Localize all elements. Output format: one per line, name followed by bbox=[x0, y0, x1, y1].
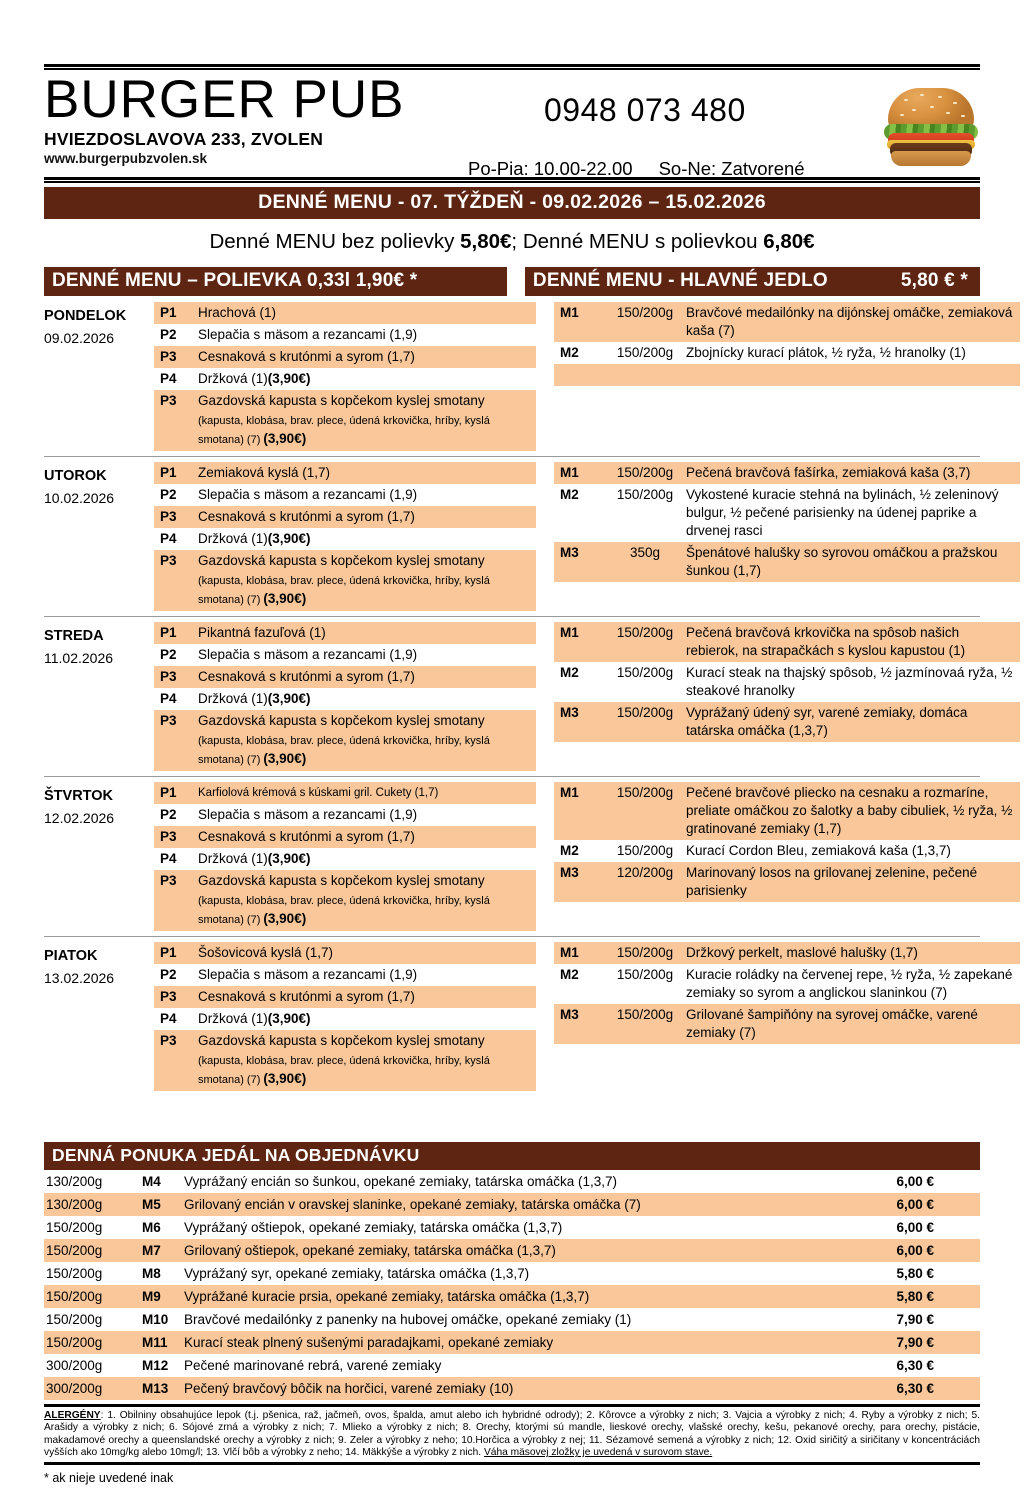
soup-code: P1 bbox=[160, 305, 177, 320]
soup-price: (3,90€) bbox=[263, 591, 307, 606]
opening-hours bbox=[468, 158, 805, 180]
soup-text: Gazdovská kapusta s kopčekom kyslej smotany bbox=[198, 873, 485, 888]
soup-description bbox=[198, 872, 532, 929]
order-price: 7,90 € bbox=[896, 1312, 934, 1327]
soup-description bbox=[198, 784, 438, 802]
main-dish-row[interactable] bbox=[554, 942, 1020, 964]
soup-row[interactable] bbox=[154, 644, 536, 666]
allergen-body: : 1. Obilniny obsahujúce lepok (t.j. pšenica, raž, jačmeň, ovos, špalda, amut alebo ich hybridné odrody); 2. Kôrovce a výrobky z nich; 3. Vajcia a výrobky z nich; 4. Ryby a výrobky z nich; 5. Arašidy a výrobky z nich; 6. Sójové zrná a výrobky z nich; 7. Mlieko a výrobky z nich; 8. Orechy, ktorými sú mandle, lieskové orechy, vlašské orechy, kešu, pekanové orechy, para orechy, pistácie, makadamové orechy a queenslandské orechy a výrobky z nich; 9. Zeler a výrobky z neho; 10.Horčica a výrobky z nej; 11. Sézamové semená a výrobky z nich; 12. Oxid siričitý a siričitany v koncentráciách vyšších ako 10mg/kg alebo 10mg/l; 13. Vlčí bôb a výrobky z neho; 14. Mäkkýše a výrobky z nich. bbox=[44, 1410, 980, 1459]
main-dish-code: M3 bbox=[560, 545, 579, 560]
soup-column bbox=[154, 462, 536, 611]
soup-code: P3 bbox=[160, 393, 177, 408]
order-code: M5 bbox=[142, 1197, 161, 1212]
soup-column bbox=[154, 782, 536, 931]
order-row[interactable] bbox=[44, 1193, 980, 1216]
address-line: HVIEZDOSLAVOVA 233, ZVOLEN bbox=[44, 129, 324, 149]
soup-description bbox=[198, 624, 326, 642]
soup-price: (3,90€) bbox=[263, 911, 307, 926]
main-dish-description: Kurací Cordon Bleu, zemiaková kaša (1,3,7) bbox=[686, 843, 951, 858]
order-description: Vyprážaný encián so šunkou, opekané zemiaky, tatárska omáčka (1,3,7) bbox=[184, 1174, 617, 1189]
day-name: PIATOK bbox=[44, 948, 98, 964]
soup-description bbox=[198, 508, 415, 526]
order-weight: 130/200g bbox=[46, 1197, 103, 1212]
main-dish-code: M1 bbox=[560, 785, 579, 800]
order-description: Grilovaný oštiepok, opekané zemiaky, tatárska omáčka (1,3,7) bbox=[184, 1243, 556, 1258]
order-weight: 150/200g bbox=[46, 1312, 103, 1327]
order-row[interactable] bbox=[44, 1216, 980, 1239]
soup-row[interactable] bbox=[154, 666, 536, 688]
main-dish-column bbox=[554, 462, 1020, 611]
order-code: M6 bbox=[142, 1220, 161, 1235]
soup-row[interactable] bbox=[154, 506, 536, 528]
soup-code: P2 bbox=[160, 967, 177, 982]
order-weight: 300/200g bbox=[46, 1381, 103, 1396]
soup-code: P1 bbox=[160, 945, 177, 960]
soup-description bbox=[198, 712, 532, 769]
main-dish-row[interactable] bbox=[554, 662, 1020, 702]
main-dish-row[interactable] bbox=[554, 542, 1020, 582]
order-section bbox=[44, 1142, 980, 1400]
soup-text: Gazdovská kapusta s kopčekom kyslej smotany bbox=[198, 1033, 485, 1048]
main-dish-description: Kurací steak na thajský spôsob, ½ jazmínovaá ryža, ½ steakové hranolky bbox=[686, 665, 1013, 698]
main-dish-code: M2 bbox=[560, 345, 579, 360]
soup-price: (3,90€) bbox=[267, 531, 311, 546]
main-dish-code: M3 bbox=[560, 705, 579, 720]
day-name: UTOROK bbox=[44, 468, 107, 484]
order-price: 6,00 € bbox=[896, 1220, 934, 1235]
main-column-price: 5,80 € * bbox=[900, 270, 968, 291]
day-block bbox=[44, 302, 1013, 457]
soup-text: Gazdovská kapusta s kopčekom kyslej smotany bbox=[198, 393, 485, 408]
day-date: 13.02.2026 bbox=[44, 970, 115, 986]
soup-text: Karfiolová krémová s kúskami gril. Cukety (1,7) bbox=[198, 787, 439, 799]
order-description: Vyprážaný oštiepok, opekané zemiaky, tatárska omáčka (1,3,7) bbox=[184, 1220, 563, 1235]
main-dish-weight: 150/200g bbox=[616, 665, 674, 680]
main-dish-row[interactable] bbox=[554, 782, 1020, 840]
main-dish-row[interactable] bbox=[554, 862, 1020, 902]
soup-row[interactable] bbox=[154, 324, 536, 346]
main-dish-code: M1 bbox=[560, 305, 579, 320]
soup-code: P3 bbox=[160, 713, 177, 728]
soup-description bbox=[198, 304, 276, 322]
allergen-text bbox=[44, 1407, 980, 1460]
allergen-label: ALERGÉNY bbox=[44, 1410, 101, 1421]
day-block bbox=[44, 782, 1013, 937]
day-label-column bbox=[44, 622, 136, 771]
day-date: 12.02.2026 bbox=[44, 810, 115, 826]
soup-description bbox=[198, 850, 311, 868]
order-row[interactable] bbox=[44, 1285, 980, 1308]
soup-text: Držková (1) bbox=[198, 1011, 268, 1026]
order-weight: 150/200g bbox=[46, 1266, 103, 1281]
order-price: 6,00 € bbox=[896, 1197, 934, 1212]
soup-description bbox=[198, 348, 415, 366]
day-block bbox=[44, 942, 1013, 1096]
soup-description bbox=[198, 552, 532, 609]
soup-text: Držková (1) bbox=[198, 691, 268, 706]
soup-row[interactable] bbox=[154, 804, 536, 826]
soup-price: (3,90€) bbox=[267, 691, 311, 706]
main-dish-weight: 150/200g bbox=[616, 305, 674, 320]
main-dish-code: M2 bbox=[560, 843, 579, 858]
main-dish-code: M1 bbox=[560, 625, 579, 640]
day-label-column bbox=[44, 462, 136, 611]
soup-code: P3 bbox=[160, 829, 177, 844]
order-row[interactable] bbox=[44, 1170, 980, 1193]
order-weight: 150/200g bbox=[46, 1220, 103, 1235]
order-code: M13 bbox=[142, 1381, 169, 1396]
main-dish-column bbox=[554, 942, 1020, 1091]
main-dish-description: Zbojnícky kurací plátok, ½ ryža, ½ hranolky (1) bbox=[686, 345, 966, 360]
soup-text: Cesnaková s krutónmi a syrom (1,7) bbox=[198, 829, 415, 844]
order-weight: 150/200g bbox=[46, 1335, 103, 1350]
order-code: M4 bbox=[142, 1174, 161, 1189]
main-dish-description: Vyprážaný údený syr, varené zemiaky, domáca tatárska omáčka (1,3,7) bbox=[686, 705, 968, 738]
main-dish-weight: 150/200g bbox=[616, 1007, 674, 1022]
day-name: ŠTVRTOK bbox=[44, 788, 114, 804]
price-no-soup: 5,80€ bbox=[460, 230, 512, 253]
order-row[interactable] bbox=[44, 1354, 980, 1377]
day-date: 10.02.2026 bbox=[44, 490, 115, 506]
day-label-column bbox=[44, 302, 136, 451]
soup-description bbox=[198, 988, 415, 1006]
soup-text: Držková (1) bbox=[198, 851, 268, 866]
main-dish-row[interactable] bbox=[554, 622, 1020, 662]
soup-code: P2 bbox=[160, 327, 177, 342]
order-price: 5,80 € bbox=[896, 1289, 934, 1304]
burger-photo bbox=[882, 88, 980, 166]
hours-weekend: So-Ne: Zatvorené bbox=[658, 158, 805, 179]
soup-row[interactable] bbox=[154, 782, 536, 804]
soup-text: Slepačia s mäsom a rezancami (1,9) bbox=[198, 647, 418, 662]
soup-text: Gazdovská kapusta s kopčekom kyslej smotany bbox=[198, 553, 485, 568]
order-code: M8 bbox=[142, 1266, 161, 1281]
soup-description bbox=[198, 690, 311, 708]
soup-description bbox=[198, 326, 417, 344]
soup-ingredients: (kapusta, klobása, brav. plece, údená krkovička, hríby, kyslá smotana) (7) bbox=[198, 1055, 490, 1086]
order-price: 6,00 € bbox=[896, 1174, 934, 1189]
soup-text: Pikantná fazuľová (1) bbox=[198, 625, 326, 640]
main-dish-weight: 350g bbox=[629, 545, 661, 560]
soup-description bbox=[198, 1010, 311, 1028]
soup-description bbox=[198, 668, 415, 686]
order-description: Vyprážané kuracie prsia, opekané zemiaky, tatárska omáčka (1,3,7) bbox=[184, 1289, 590, 1304]
soup-text: Slepačia s mäsom a rezancami (1,9) bbox=[198, 807, 418, 822]
soup-row[interactable] bbox=[154, 484, 536, 506]
soup-row[interactable] bbox=[154, 302, 536, 324]
soup-text: Držková (1) bbox=[198, 371, 268, 386]
soup-row[interactable] bbox=[154, 622, 536, 644]
brand-title: BURGER PUB bbox=[44, 70, 405, 129]
soup-description bbox=[198, 486, 417, 504]
order-description: Bravčové medailónky z panenky na hubovej omáčke, opekané zemiaky (1) bbox=[184, 1312, 632, 1327]
soup-column-title: DENNÉ MENU – POLIEVKA 0,33l 1,90€ * bbox=[52, 270, 418, 291]
soup-text: Cesnaková s krutónmi a syrom (1,7) bbox=[198, 349, 415, 364]
main-dish-description: Pečená bravčová fašírka, zemiaková kaša (3,7) bbox=[686, 465, 971, 480]
soup-text: Slepačia s mäsom a rezancami (1,9) bbox=[198, 487, 418, 502]
main-dish-row[interactable] bbox=[554, 1004, 1020, 1044]
order-weight: 300/200g bbox=[46, 1358, 103, 1373]
soup-row[interactable] bbox=[154, 848, 536, 870]
soup-row[interactable] bbox=[154, 368, 536, 390]
soup-price: (3,90€) bbox=[263, 751, 307, 766]
soup-price: (3,90€) bbox=[263, 1071, 307, 1086]
soup-description bbox=[198, 944, 333, 962]
soup-price: (3,90€) bbox=[267, 1011, 311, 1026]
main-dish-description: Pečená bravčová krkovička na spôsob našich rebierok, na strapačkách s kyslou kapustou (1) bbox=[686, 625, 966, 658]
order-price: 6,30 € bbox=[896, 1358, 934, 1373]
order-price: 6,30 € bbox=[896, 1381, 934, 1396]
main-dish-column bbox=[554, 782, 1020, 931]
main-dish-code: M2 bbox=[560, 967, 579, 982]
soup-code: P3 bbox=[160, 553, 177, 568]
order-description: Vyprážaný syr, opekané zemiaky, tatárska omáčka (1,3,7) bbox=[184, 1266, 530, 1281]
order-price: 5,80 € bbox=[896, 1266, 934, 1281]
day-date: 11.02.2026 bbox=[44, 650, 114, 666]
main-dish-weight: 150/200g bbox=[616, 345, 674, 360]
main-dish-filler bbox=[554, 364, 1020, 386]
soup-text: Cesnaková s krutónmi a syrom (1,7) bbox=[198, 509, 415, 524]
main-dish-code: M3 bbox=[560, 865, 579, 880]
day-name: STREDA bbox=[44, 628, 104, 644]
soup-row[interactable] bbox=[154, 1008, 536, 1030]
main-dish-description: Pečené bravčové pliecko na cesnaku a rozmaríne, preliate omáčkou zo šalotky a baby cibuliek, ½ ryža, ½ gratinované zemiaky (1,7) bbox=[686, 785, 1013, 836]
day-blocks bbox=[44, 302, 1013, 1096]
main-dish-code: M2 bbox=[560, 487, 579, 502]
soup-description bbox=[198, 370, 311, 388]
main-dish-code: M1 bbox=[560, 465, 579, 480]
main-dish-weight: 150/200g bbox=[616, 945, 674, 960]
soup-code: P1 bbox=[160, 625, 177, 640]
soup-column bbox=[154, 942, 536, 1091]
soup-description bbox=[198, 530, 311, 548]
main-dish-row[interactable] bbox=[554, 964, 1020, 1004]
soup-code: P2 bbox=[160, 487, 177, 502]
main-dish-code: M3 bbox=[560, 1007, 579, 1022]
soup-code: P1 bbox=[160, 465, 177, 480]
main-dish-description: Bravčové medailónky na dijónskej omáčke, zemiaková kaša (7) bbox=[686, 305, 1013, 338]
main-column-title: DENNÉ MENU - HLAVNÉ JEDLO bbox=[532, 270, 828, 291]
soup-code: P3 bbox=[160, 1033, 177, 1048]
allergen-underlined-note: Váha mäsovej zložky je uvedená v surovom stave. bbox=[483, 1447, 713, 1459]
order-row[interactable] bbox=[44, 1262, 980, 1285]
main-dish-row[interactable] bbox=[554, 462, 1020, 484]
order-price: 6,00 € bbox=[896, 1243, 934, 1258]
soup-row[interactable] bbox=[154, 462, 536, 484]
soup-text: Cesnaková s krutónmi a syrom (1,7) bbox=[198, 669, 415, 684]
order-row[interactable] bbox=[44, 1239, 980, 1262]
day-date: 09.02.2026 bbox=[44, 330, 115, 346]
soup-code: P4 bbox=[160, 371, 177, 386]
order-weight: 150/200g bbox=[46, 1243, 103, 1258]
main-dish-description: Držkový perkelt, maslové halušky (1,7) bbox=[686, 945, 918, 960]
soup-text: Držková (1) bbox=[198, 531, 268, 546]
day-block bbox=[44, 462, 999, 617]
soup-code: P4 bbox=[160, 691, 177, 706]
order-row[interactable] bbox=[44, 1377, 980, 1400]
main-dish-weight: 150/200g bbox=[616, 967, 674, 982]
week-banner: DENNÉ MENU - 07. TÝŽDEŇ - 09.02.2026 – 15.02.2026 bbox=[44, 187, 980, 219]
soup-row[interactable] bbox=[154, 826, 536, 848]
website-link[interactable]: www.burgerpubzvolen.sk bbox=[44, 151, 208, 166]
order-code: M11 bbox=[142, 1335, 168, 1350]
main-dish-description: Špenátové halušky so syrovou omáčkou a pražskou šunkou (1,7) bbox=[686, 545, 998, 578]
soup-row[interactable] bbox=[154, 688, 536, 710]
soup-text: Cesnaková s krutónmi a syrom (1,7) bbox=[198, 989, 415, 1004]
soup-code: P4 bbox=[160, 1011, 177, 1026]
order-price: 7,90 € bbox=[896, 1335, 934, 1350]
soup-price: (3,90€) bbox=[263, 431, 307, 446]
masthead bbox=[44, 70, 980, 179]
order-row[interactable] bbox=[44, 1308, 980, 1331]
order-code: M10 bbox=[142, 1312, 169, 1327]
soup-code: P1 bbox=[160, 785, 177, 800]
main-dish-weight: 150/200g bbox=[616, 625, 674, 640]
soup-ingredients: (kapusta, klobása, brav. plece, údená krkovička, hríby, kyslá smotana) (7) bbox=[198, 735, 490, 766]
price-middle: ; Denné MENU s polievkou bbox=[511, 230, 764, 253]
soup-row[interactable] bbox=[154, 1030, 536, 1091]
day-block bbox=[44, 622, 1013, 777]
soup-column bbox=[154, 622, 536, 771]
main-dish-description: Marinovaný losos na grilovanej zelenine, pečené parisienky bbox=[686, 865, 978, 898]
main-dish-column bbox=[554, 622, 1020, 771]
soup-description bbox=[198, 392, 532, 449]
day-name: PONDELOK bbox=[44, 308, 127, 324]
soup-row[interactable] bbox=[154, 710, 536, 771]
soup-code: P4 bbox=[160, 851, 177, 866]
order-code: M12 bbox=[142, 1358, 169, 1373]
soup-row[interactable] bbox=[154, 964, 536, 986]
soup-ingredients: (kapusta, klobása, brav. plece, údená krkovička, hríby, kyslá smotana) (7) bbox=[198, 415, 490, 446]
main-dish-row[interactable] bbox=[554, 342, 1020, 364]
soup-row[interactable] bbox=[154, 870, 536, 931]
order-code: M9 bbox=[142, 1289, 161, 1304]
soup-code: P3 bbox=[160, 509, 177, 524]
soup-ingredients: (kapusta, klobása, brav. plece, údená krkovička, hríby, kyslá smotana) (7) bbox=[198, 575, 490, 606]
soup-column-header bbox=[44, 267, 507, 296]
main-dish-column bbox=[554, 302, 1020, 451]
soup-price: (3,90€) bbox=[267, 371, 311, 386]
main-dish-row[interactable] bbox=[554, 840, 1020, 862]
column-headers bbox=[44, 267, 980, 296]
order-rows bbox=[44, 1170, 980, 1400]
soup-row[interactable] bbox=[154, 346, 536, 368]
price-with-soup: 6,80€ bbox=[763, 230, 815, 253]
soup-text: Šošovicová kyslá (1,7) bbox=[198, 945, 334, 960]
day-label-column bbox=[44, 782, 136, 931]
order-weight: 130/200g bbox=[46, 1174, 103, 1189]
soup-row[interactable] bbox=[154, 550, 536, 611]
price-prefix: Denné MENU bez polievky bbox=[209, 230, 461, 253]
soup-description bbox=[198, 646, 417, 664]
soup-text: Slepačia s mäsom a rezancami (1,9) bbox=[198, 327, 418, 342]
main-dish-code: M2 bbox=[560, 665, 579, 680]
main-dish-weight: 150/200g bbox=[616, 487, 674, 502]
soup-description bbox=[198, 806, 417, 824]
order-code: M7 bbox=[142, 1243, 161, 1258]
soup-price: (3,90€) bbox=[267, 851, 311, 866]
order-section-header: DENNÁ PONUKA JEDÁL NA OBJEDNÁVKU bbox=[44, 1142, 980, 1170]
soup-code: P2 bbox=[160, 647, 177, 662]
soup-row[interactable] bbox=[154, 390, 536, 451]
main-dish-row[interactable] bbox=[554, 302, 1020, 342]
main-dish-row[interactable] bbox=[554, 484, 1020, 542]
soup-row[interactable] bbox=[154, 528, 536, 550]
soup-description bbox=[198, 464, 330, 482]
soup-text: Slepačia s mäsom a rezancami (1,9) bbox=[198, 967, 418, 982]
soup-description bbox=[198, 966, 417, 984]
soup-code: P3 bbox=[160, 989, 177, 1004]
phone-number: 0948 073 480 bbox=[544, 92, 746, 128]
footnote: * ak nieje uvedené inak bbox=[44, 1470, 174, 1485]
main-dish-weight: 120/200g bbox=[616, 865, 674, 880]
soup-text: Zemiaková kyslá (1,7) bbox=[198, 465, 331, 480]
day-label-column bbox=[44, 942, 136, 1091]
menu-price-line bbox=[44, 219, 980, 267]
main-dish-code: M1 bbox=[560, 945, 579, 960]
main-dish-description: Vykostené kuracie stehná na bylinách, ½ zeleninový bulgur, ½ pečené parisienky na údenej paprike a drvenej rasci bbox=[686, 487, 999, 538]
soup-code: P3 bbox=[160, 873, 177, 888]
soup-description bbox=[198, 1032, 532, 1089]
soup-ingredients: (kapusta, klobása, brav. plece, údená krkovička, hríby, kyslá smotana) (7) bbox=[198, 895, 490, 926]
soup-code: P3 bbox=[160, 669, 177, 684]
main-dish-row[interactable] bbox=[554, 702, 1020, 742]
order-description: Grilovaný encián v oravskej slaninke, opekané zemiaky, tatárska omáčka (7) bbox=[184, 1197, 641, 1212]
soup-column bbox=[154, 302, 536, 451]
soup-row[interactable] bbox=[154, 942, 536, 964]
order-description: Kurací steak plnený sušenými paradajkami, opekané zemiaky bbox=[184, 1335, 554, 1350]
soup-description bbox=[198, 828, 415, 846]
soup-text: Gazdovská kapusta s kopčekom kyslej smotany bbox=[198, 713, 485, 728]
soup-code: P4 bbox=[160, 531, 177, 546]
main-dish-description: Kuracie roládky na červenej repe, ½ ryža, ½ zapekané zemiaky so syrom a anglickou slaninkou (7) bbox=[686, 967, 1013, 1000]
main-dish-description: Grilované šampiňóny na syrovej omáčke, varené zemiaky (7) bbox=[686, 1007, 978, 1040]
order-description: Pečený bravčový bôčik na horčici, varené zemiaky (10) bbox=[184, 1381, 514, 1396]
order-row[interactable] bbox=[44, 1331, 980, 1354]
menu-page bbox=[0, 64, 1024, 1512]
soup-row[interactable] bbox=[154, 986, 536, 1008]
soup-code: P2 bbox=[160, 807, 177, 822]
main-column-header bbox=[525, 267, 980, 296]
main-dish-weight: 150/200g bbox=[616, 843, 674, 858]
order-description: Pečené marinované rebrá, varené zemiaky bbox=[184, 1358, 442, 1373]
soup-code: P3 bbox=[160, 349, 177, 364]
main-dish-weight: 150/200g bbox=[616, 785, 674, 800]
main-dish-weight: 150/200g bbox=[616, 465, 674, 480]
main-dish-weight: 150/200g bbox=[616, 705, 674, 720]
soup-text: Hrachová (1) bbox=[198, 305, 277, 320]
hours-weekday: Po-Pia: 10.00-22.00 bbox=[468, 158, 633, 179]
order-weight: 150/200g bbox=[46, 1289, 103, 1304]
